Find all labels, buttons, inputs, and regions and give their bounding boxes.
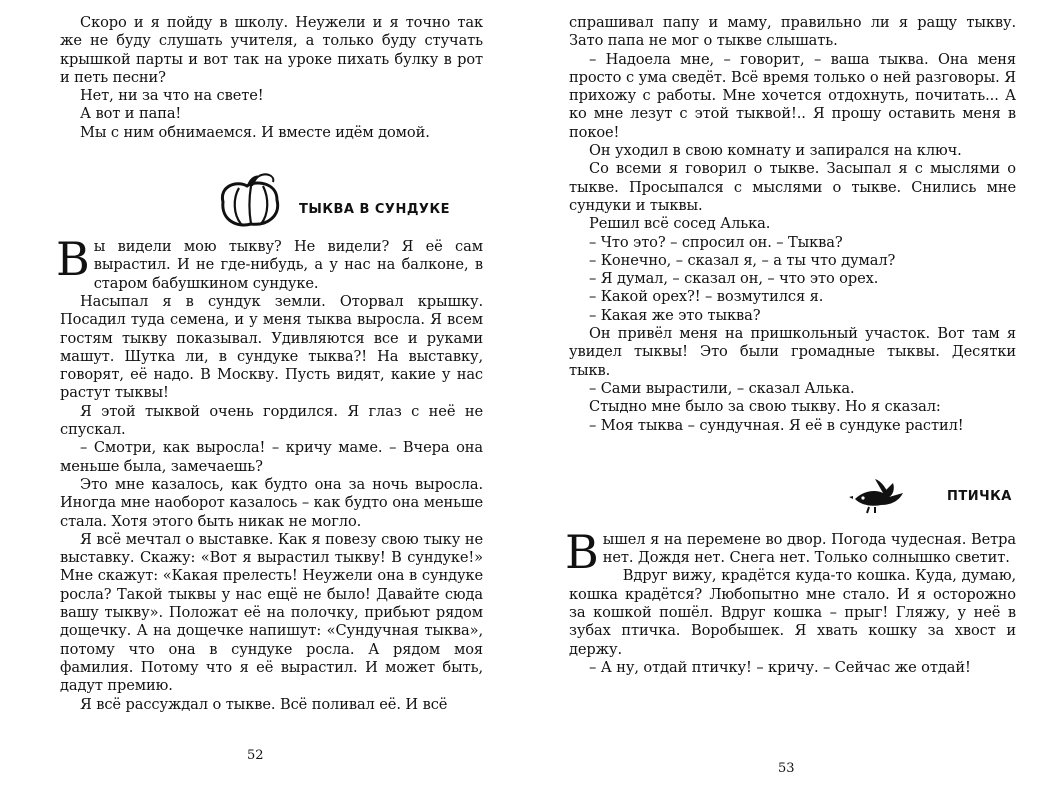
- page-number: 52: [247, 748, 264, 763]
- paragraph: спрашивал папу и маму, правильно ли я ращу тыкву. Зато папа не мог о тыкве слышать.: [569, 14, 1016, 50]
- paragraph: Это мне казалось, как будто она за ночь выросла. Иногда мне наоборот казалось – как будто она меньше стала. Хотя этого быть никак не могло.: [60, 475, 483, 530]
- paragraph: Стыдно мне было за свою тыкву. Но я сказал:: [589, 398, 941, 416]
- paragraph: – Что это? – спросил он. – Тыква?: [589, 233, 843, 251]
- paragraph: – Конечно, – сказал я, – а ты что думал?: [589, 251, 896, 269]
- paragraph: Насыпал я в сундук земли. Оторвал крышку. Посадил туда семена, и у меня тыква выросла. Я всем гостям тыкву показывал. Удивляются все и руками машут. Шутка ли, в сундуке тыква?! На выставку, говорят, её надо. В Москву. Пусть видят, какие у нас растут тыквы!: [60, 292, 483, 402]
- paragraph: Скоро и я пойду в школу. Неужели и я точно так же не буду слушать учителя, а только буду стучать крышкой парты и вот так на уроке пихать булку в рот и петь песни?: [60, 14, 483, 86]
- first-paragraph-text: ышел я на перемене во двор. Погода чудесная. Ветра нет. Дождя нет. Снега нет. Только солнышко светит.: [602, 530, 1016, 567]
- paragraph: – Моя тыква – сундучная. Я её в сундуке растил!: [589, 416, 964, 434]
- paragraph: – Смотри, как выросла! – кричу маме. – Вчера она меньше была, замечаешь?: [60, 439, 483, 475]
- page-number: 53: [778, 761, 795, 776]
- paragraph: Я всё рассуждал о тыкве. Всё поливал её. И всё: [80, 695, 448, 713]
- paragraph: Решил всё сосед Алька.: [589, 215, 771, 233]
- paragraph: – Сами вырастили, – сказал Алька.: [589, 379, 855, 397]
- paragraph: А вот и папа!: [80, 105, 182, 123]
- first-paragraph: [565, 524, 1016, 579]
- dropcap: В: [565, 524, 599, 579]
- right-page: [523, 0, 1046, 800]
- chapter-heading: [569, 475, 1016, 515]
- paragraph: Он привёл меня на пришкольный участок. Вот там я увидел тыквы! Это были громадные тыквы. Десятки тыкв.: [569, 325, 1016, 379]
- bird-icon: [849, 475, 909, 515]
- paragraph: Мы с ним обнимаемся. И вместе идём домой.: [80, 123, 430, 141]
- paragraph: – А ну, отдай птичку! – кричу. – Сейчас же отдай!: [589, 658, 971, 676]
- pumpkin-icon: [215, 172, 285, 230]
- paragraph: – Надоела мне, – говорит, – ваша тыква. Она меня просто с ума сведёт. Всё время только о ней разговоры. Я прихожу с работы. Мне хочется отдохнуть, почитать... А ко мне лезут с этой тыквой!.. Я прошу оставить меня в покое!: [569, 50, 1016, 141]
- dropcap: В: [56, 232, 90, 287]
- paragraph: Со всеми я говорил о тыкве. Засыпал я с мыслями о тыкве. Просыпался с мыслями о тыкве. Снились мне сундуки и тыквы.: [569, 160, 1016, 214]
- paragraph: Я этой тыквой очень гордился. Я глаз с неё не спускал.: [60, 402, 483, 439]
- first-paragraph: [56, 232, 483, 293]
- paragraph: Он уходил в свою комнату и запирался на ключ.: [589, 142, 962, 160]
- paragraph: Я всё мечтал о выставке. Как я повезу свою тыку не выставку. Скажу: «Вот я вырастил тыкву! В сундуке!» Мне скажут: «Какая прелесть! Неужели она в сундуке росла? Такой тыквы у нас ещё не было! Давайте сюда вашу тыкву». Положат её на полочку, прибьют рядом дощечку. А на дощечке напишут: «Сундучная тыква», потому что она в сундуке росла. А рядом моя фамилия. Потому что я её вырастил. И может быть, дадут премию.: [60, 530, 483, 695]
- paragraph: Нет, ни за что на свете!: [80, 87, 264, 105]
- first-paragraph-text: ы видели мою тыкву? Не видели? Я её сам вырастил. И не где-нибудь, а у нас на балконе, в старом бабушкином сундуке.: [93, 238, 483, 292]
- paragraph: Вдруг вижу, крадётся куда-то кошка. Куда, думаю, кошка крадётся? Любопытно мне стало. И я осторожно за кошкой пошёл. Вдруг кошка – прыг! Гляжу, у неё в зубах птичка. Воробышек. Я хвать кошку за хвост и держу.: [569, 567, 1016, 658]
- paragraph: – Какой орех?! – возмутился я.: [589, 288, 824, 306]
- paragraph: – Я думал, – сказал он, – что это орех.: [589, 270, 879, 288]
- chapter-title: ТЫКВА В СУНДУКЕ: [299, 201, 450, 217]
- paragraph: – Какая же это тыква?: [589, 306, 761, 324]
- chapter-title: ПТИЧКА: [947, 489, 1012, 505]
- chapter-heading: [60, 172, 483, 230]
